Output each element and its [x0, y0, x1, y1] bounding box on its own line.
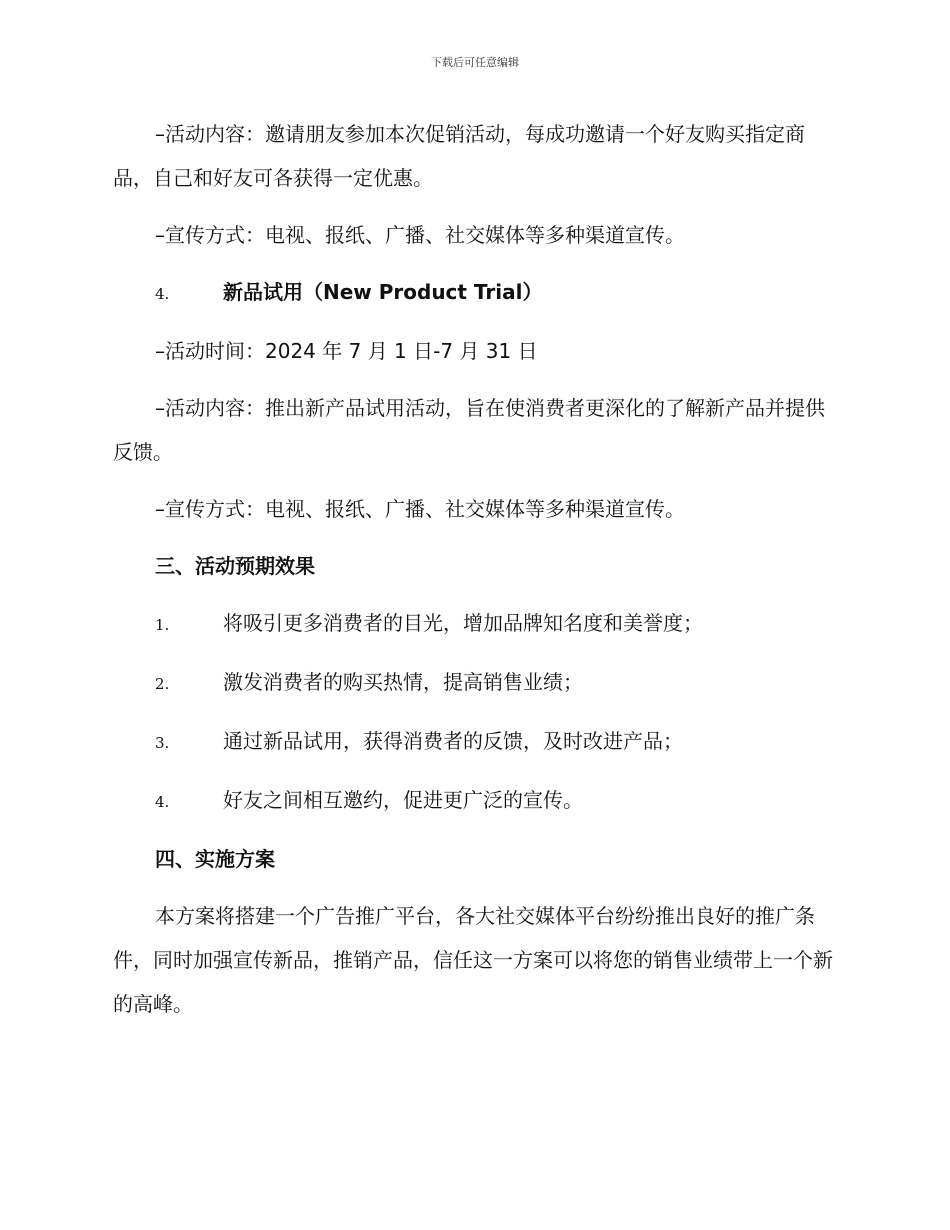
list-item	[155, 601, 833, 647]
trial-heading	[155, 270, 833, 316]
list-item-text: 将吸引更多消费者的目光，增加品牌知名度和美誉度；	[223, 611, 703, 635]
plan-heading: 四、实施方案	[155, 847, 275, 871]
list-item-number: 1.	[155, 616, 170, 634]
list-item-text: 通过新品试用，获得消费者的反馈，及时改进产品；	[223, 729, 683, 753]
list-item-text: 好友之间相互邀约，促进更广泛的宣传。	[223, 788, 583, 812]
trial-promo: –宣传方式：电视、报纸、广播、社交媒体等多种渠道宣传。	[155, 497, 685, 521]
list-item-number: 4.	[155, 793, 170, 811]
trial-number: 4.	[155, 285, 170, 303]
list-item	[155, 719, 833, 765]
list-item-number: 2.	[155, 675, 170, 693]
header-note: 下载后可任意编辑	[431, 56, 519, 69]
list-item	[155, 660, 833, 706]
trial-content: –活动内容：推出新产品试用活动，旨在使消费者更深化的了解新产品并提供反馈。	[113, 396, 825, 464]
list-item-number: 3.	[155, 734, 170, 752]
effects-heading: 三、活动预期效果	[155, 554, 315, 578]
trial-title: 新品试用（New Product Trial）	[223, 280, 543, 304]
list-item	[155, 778, 833, 824]
trial-time: –活动时间：2024 年 7 月 1 日-7 月 31 日	[155, 339, 538, 363]
list-item-text: 激发消费者的购买热情，提高销售业绩；	[223, 670, 583, 694]
document-body	[113, 112, 833, 1039]
referral-content: –活动内容：邀请朋友参加本次促销活动，每成功邀请一个好友购买指定商品，自己和好友可各获得一定优惠。	[113, 122, 805, 190]
referral-promo: –宣传方式：电视、报纸、广播、社交媒体等多种渠道宣传。	[155, 223, 685, 247]
plan-body: 本方案将搭建一个广告推广平台，各大社交媒体平台纷纷推出良好的推广条件，同时加强宣传新品，推销产品，信任这一方案可以将您的销售业绩带上一个新的高峰。	[113, 904, 833, 1016]
